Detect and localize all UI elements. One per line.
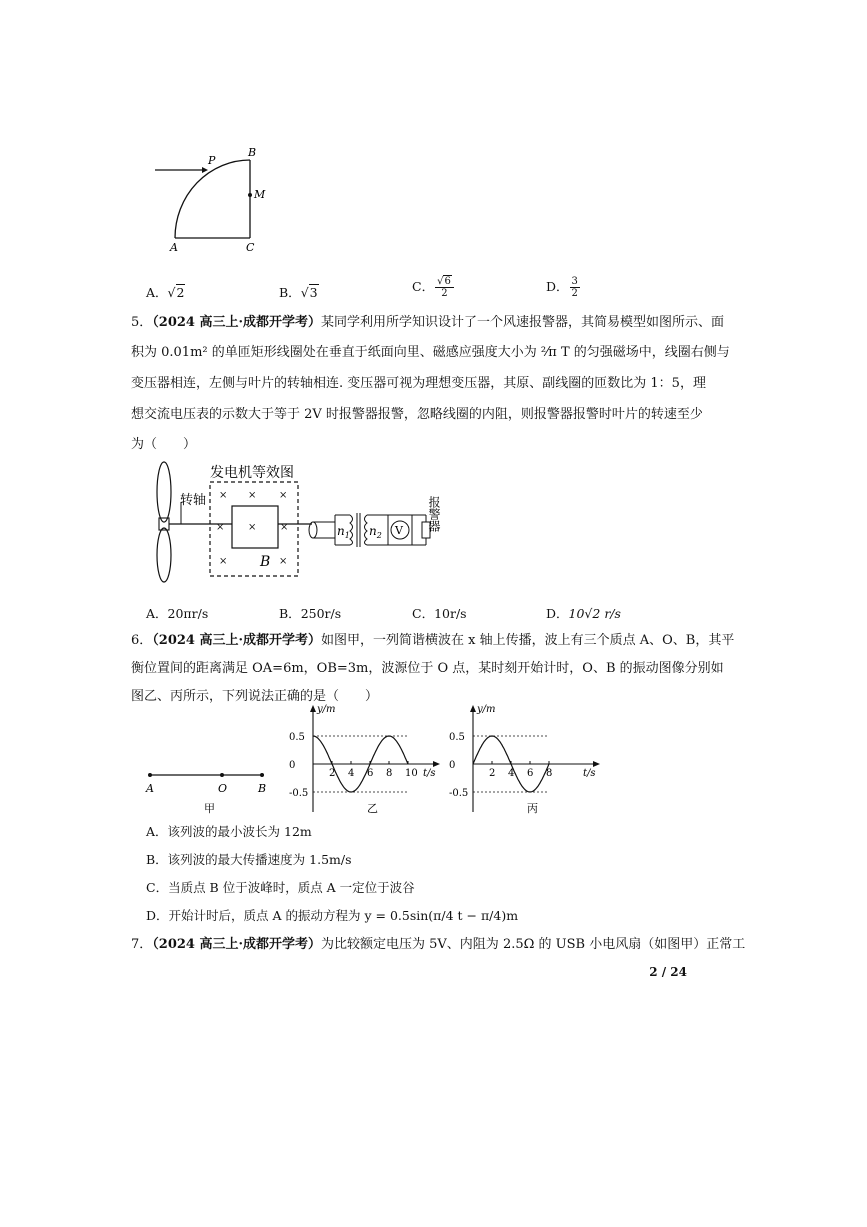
yi-ytick: -0.5 [289,788,309,799]
q5-choice-a[interactable]: A．20πr/s [146,606,209,621]
page-number: 2 / 24 [649,965,687,979]
svg-text:×: × [219,490,228,501]
yi-caption: 乙 [367,802,378,815]
q7-line-1: 7．（2024 高三上·成都开学考）为比较额定电压为 5V、内阻为 2.5Ω 的 USB 小电风扇（如图甲）正常工 [131,937,746,952]
q4-choice-b[interactable]: B．√3 [279,285,318,300]
alarm-label: 报警器 [427,496,441,532]
bing-xtick: 8 [546,768,553,779]
yi-xtick: 4 [348,768,355,779]
label-a: A [170,241,178,254]
q6-line-3: 图乙、丙所示，下列说法正确的是（ ） [131,689,379,704]
q5-choice-b[interactable]: B．250r/s [279,606,342,621]
label-b: B [248,146,257,159]
yi-ytick: 0 [289,760,296,771]
q6-choice-b[interactable]: B．该列波的最大传播速度为 1.5m/s [146,852,352,867]
q6-line-2: 衡位置间的距离满足 OA=6m，OB=3m，波源位于 O 点，某时刻开始计时，O、B 的振动图像分别如 [131,661,724,676]
q5-line-4: 想交流电压表的示数大于等于 2V 时报警器报警，忽略线圈的内阻，则报警器报警时叶片的转速至少 [131,407,703,422]
q4-choice-d[interactable]: D． $\frac{3}{2}$ [546,276,578,299]
figure-yi [287,700,447,820]
caption-jia: 甲 [204,802,215,815]
yi-xtick: 6 [367,768,374,779]
svg-text:×: × [279,490,288,501]
svg-text:×: × [248,490,257,501]
bing-x-arrow [593,761,600,767]
label-p: P [208,154,216,167]
bing-ytick: -0.5 [449,788,469,799]
bing-y-arrow [470,705,476,712]
voltmeter-label: V [395,524,403,537]
yi-xtick: 8 [386,768,393,779]
q5-choice-d[interactable]: D．10√2 r/s [546,606,621,621]
yi-xtick: 2 [329,768,336,779]
n1-label: $n_1$ [337,524,350,540]
q6-choice-c[interactable]: C．当质点 B 位于波峰时，质点 A 一定位于波谷 [146,880,415,895]
svg-text:×: × [219,556,228,567]
bing-ytick: 0 [449,760,456,771]
field-label: B [260,554,271,570]
svg-text:×: × [248,522,257,533]
yi-x-arrow [433,761,440,767]
q5-choice-c[interactable]: C．10r/s [412,606,467,621]
bing-ylabel: y/m [477,704,496,715]
yi-xtick: 10 [405,768,418,779]
point-b: B [258,782,267,795]
bing-caption: 丙 [527,802,538,815]
yi-y-arrow [310,705,316,712]
figure-jia [140,760,280,820]
bing-xtick: 4 [508,768,515,779]
q6-choice-d[interactable]: D．开始计时后，质点 A 的振动方程为 y = 0.5sin(π/4 t − π/4)m [146,908,519,923]
figure-quarter-circle [150,140,280,260]
svg-text:×: × [280,522,289,533]
bing-ytick: 0.5 [449,732,465,743]
q5-line-3: 变压器相连，左侧与叶片的转轴相连. 变压器可视为理想变压器，其原、副线圈的匝数比为 1：5，理 [131,376,706,391]
q4-choice-c[interactable]: C． $\frac{√6}{2}$ [412,276,455,299]
q5-line-2: 积为 0.01m² 的单匝矩形线圈处在垂直于纸面向里、磁感应强度大小为 ²⁄π T 的匀强磁场中，线圈右侧与 [131,345,730,360]
q4-choice-a[interactable]: A．√2 [146,285,185,300]
q6-choice-a[interactable]: A．该列波的最小波长为 12m [146,824,312,839]
point-o: O [218,782,228,795]
shaft-label: 转轴 [180,493,207,508]
yi-ylabel: y/m [317,704,336,715]
bing-xtick: 2 [489,768,496,779]
bing-xtick: 6 [527,768,534,779]
yi-xlabel: t/s [423,768,436,779]
q5-line-1: 5．（2024 高三上·成都开学考）某同学利用所学知识设计了一个风速报警器，其简易模型如图所示、面 [131,315,725,330]
figure-wind-alarm [150,460,450,590]
generator-title: 发电机等效图 [210,465,294,481]
svg-text:×: × [279,556,288,567]
svg-text:×: × [216,522,225,533]
q5-line-5: 为（ ） [131,437,197,452]
figure-bing [447,700,607,820]
bing-xlabel: t/s [583,768,596,779]
label-c: C [246,241,255,254]
point-a: A [146,782,154,795]
n2-label: $n_2$ [369,524,382,540]
q6-line-1: 6．（2024 高三上·成都开学考）如图甲，一列简谐横波在 x 轴上传播，波上有三个质点 A、O、B，其平 [131,633,735,648]
label-m: M [254,188,266,201]
yi-ytick: 0.5 [289,732,305,743]
